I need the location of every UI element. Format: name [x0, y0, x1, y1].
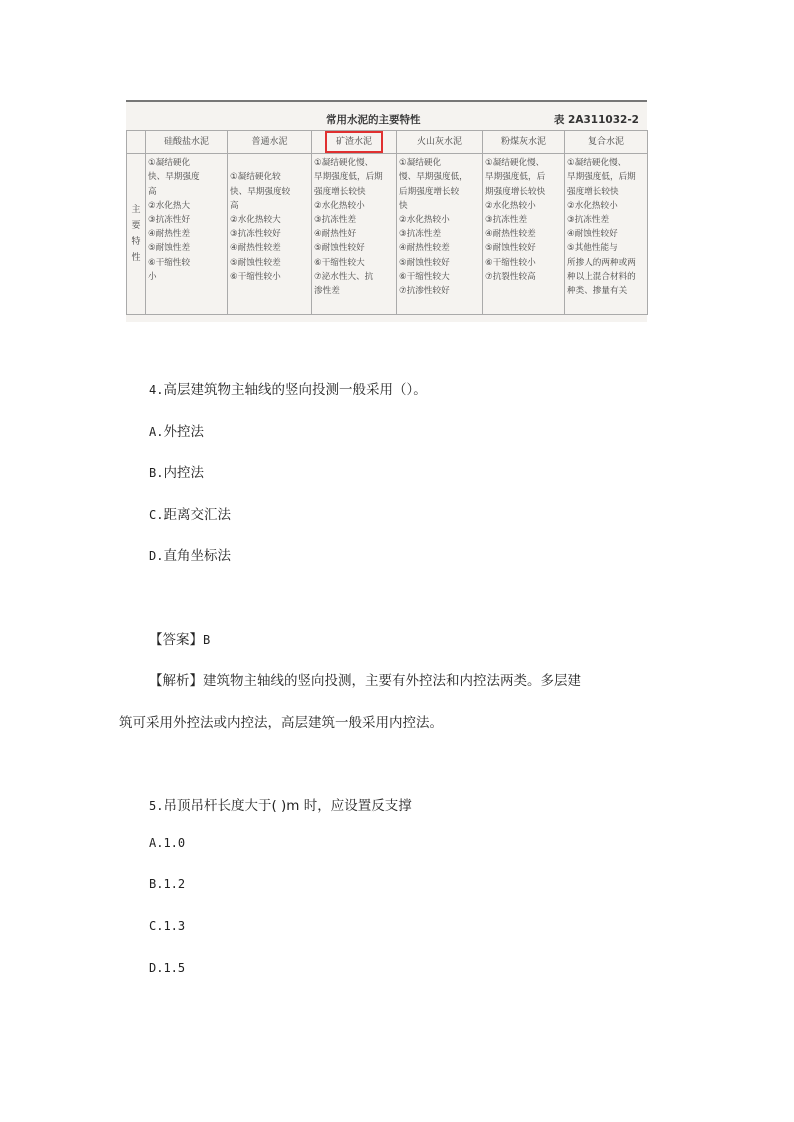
- cell-line: ②水化热较小: [485, 200, 536, 211]
- cell-line: ④耐热性较差: [485, 229, 536, 240]
- red-highlight-box: 矿渣水泥: [325, 131, 383, 153]
- question-5-stem: 5.吊顶吊杆长度大于( )m 时，应设置反支撑: [149, 798, 412, 814]
- cell-line: ④耐热性好: [314, 229, 357, 240]
- cell-line: ⑤其他性能与: [567, 243, 618, 254]
- cell-line: ⑤耐蚀性较好: [399, 257, 450, 268]
- cell-line: ⑥干缩性较小: [485, 257, 536, 268]
- cell-line: 种类、掺量有关: [567, 286, 628, 297]
- cell-line: ⑦泌水性大、抗: [314, 271, 374, 282]
- cell-line: ①凝结硬化: [148, 158, 191, 169]
- cell-line: ③抗冻性好: [148, 215, 191, 226]
- cell-line: 渗性差: [314, 286, 340, 297]
- question-4-answer: 【答案】B: [149, 632, 211, 648]
- cell-line: 后期强度增长较: [399, 186, 460, 197]
- cell-line: ⑤耐蚀性差: [148, 243, 191, 254]
- cell-line: 慢、早期强度低，: [399, 172, 468, 183]
- cell-line: ④耐蚀性较好: [567, 229, 618, 240]
- table-top-rule: [126, 100, 647, 102]
- question-4-analysis-line-1: 【解析】建筑物主轴线的竖向投测，主要有外控法和内控法两类。多层建: [149, 673, 581, 689]
- table-header-row: [127, 131, 648, 154]
- cell-line: ③抗冻性差: [485, 215, 528, 226]
- cell-line: ⑥干缩性较大: [314, 257, 365, 268]
- cell-line: ①凝结硬化较: [230, 172, 281, 183]
- cell-line: ⑤耐蚀性较好: [314, 243, 365, 254]
- question-5-option-d: D.1.5: [149, 961, 186, 975]
- cell-line: ⑦抗裂性较高: [485, 271, 536, 282]
- cell-line: [230, 156, 309, 170]
- cell-line: 快: [399, 200, 408, 211]
- property-cell: [483, 154, 565, 315]
- question-5-option-c: C.1.3: [149, 919, 186, 933]
- cell-line: ③抗冻性差: [567, 215, 610, 226]
- cell-line: 强度增长较快: [314, 186, 366, 197]
- cell-line: 期强度增长较快: [485, 186, 546, 197]
- question-5-option-b: B.1.2: [149, 877, 186, 891]
- side-label-cell: 主 要 特 性: [127, 154, 146, 315]
- header-cell-highlighted: [312, 131, 397, 154]
- question-4-option-d: D.直角坐标法: [149, 548, 231, 564]
- cell-line: ④耐热性较差: [399, 243, 450, 254]
- header-cell: 普通水泥: [228, 131, 312, 154]
- cell-line: ④耐热性差: [148, 229, 191, 240]
- cell-line: 快、早期强度: [148, 172, 200, 183]
- question-4-option-a: A.外控法: [149, 424, 204, 440]
- cell-line: ⑥干缩性较小: [230, 271, 281, 282]
- header-cell: 复合水泥: [565, 131, 648, 154]
- property-cell: [312, 154, 397, 315]
- cell-line: ①凝结硬化: [399, 158, 442, 169]
- cell-line: ③抗冻性差: [314, 215, 357, 226]
- table-body-row: [127, 154, 648, 315]
- table-title: 常用水泥的主要特性: [326, 114, 421, 126]
- cell-line: ①凝结硬化慢、: [567, 158, 627, 169]
- cell-line: ②水化热较小: [399, 215, 450, 226]
- header-cell: 硅酸盐水泥: [146, 131, 228, 154]
- question-5-option-a: A.1.0: [149, 836, 186, 850]
- cell-line: ⑤耐蚀性较好: [485, 243, 536, 254]
- question-4-analysis-line-2: 筑可采用外控法或内控法，高层建筑一般采用内控法。: [119, 715, 443, 731]
- property-cell: [146, 154, 228, 315]
- cell-line: ⑤耐蚀性较差: [230, 257, 281, 268]
- cell-line: ①凝结硬化慢、: [314, 158, 374, 169]
- cell-line: 所掺人的两种或两: [567, 257, 636, 268]
- cell-line: ⑦抗渗性较好: [399, 286, 450, 297]
- header-cell: 火山灰水泥: [397, 131, 483, 154]
- cell-line: ③抗冻性差: [399, 229, 442, 240]
- header-corner-cell: [127, 131, 146, 154]
- cell-line: 高: [230, 200, 239, 211]
- cell-line: ②水化热大: [148, 200, 191, 211]
- cell-line: ②水化热较小: [314, 200, 365, 211]
- cell-line: ④耐热性较差: [230, 243, 281, 254]
- header-cell: 粉煤灰水泥: [483, 131, 565, 154]
- cell-line: ②水化热较小: [567, 200, 618, 211]
- cell-line: 高: [148, 186, 157, 197]
- property-cell: [565, 154, 648, 315]
- table-title-row: [126, 112, 647, 128]
- cement-table: [126, 130, 648, 315]
- cell-line: ⑥干缩性较: [148, 257, 191, 268]
- question-4-option-c: C.距离交汇法: [149, 507, 231, 523]
- cell-line: 早期强度低，后期: [567, 172, 636, 183]
- cell-line: ⑥干缩性较大: [399, 271, 450, 282]
- cell-line: 早期强度低，后期: [314, 172, 383, 183]
- question-4-option-b: B.内控法: [149, 465, 204, 481]
- cell-line: ③抗冻性较好: [230, 229, 281, 240]
- cell-line: 小: [148, 271, 157, 282]
- cell-line: 快、早期强度较: [230, 186, 291, 197]
- cell-line: 种以上混合材料的: [567, 271, 636, 282]
- cell-line: ②水化热较大: [230, 215, 281, 226]
- cell-line: 强度增长较快: [567, 186, 619, 197]
- table-number: 表 2A311032-2: [553, 114, 639, 126]
- cell-line: ①凝结硬化慢、: [485, 158, 545, 169]
- question-4-stem: 4.高层建筑物主轴线的竖向投测一般采用（）。: [149, 382, 427, 398]
- property-cell: [228, 154, 312, 315]
- cell-line: 早期强度低，后: [485, 172, 546, 183]
- property-cell: [397, 154, 483, 315]
- cement-properties-table-image: [126, 100, 647, 322]
